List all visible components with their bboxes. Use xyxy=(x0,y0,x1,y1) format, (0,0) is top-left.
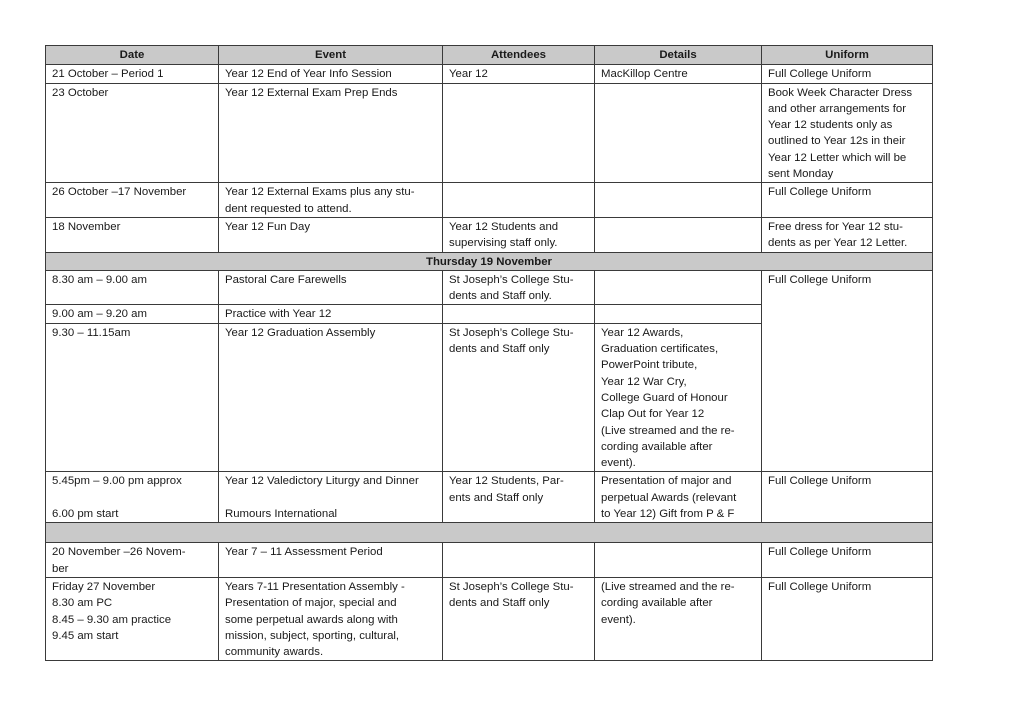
cell-attendees xyxy=(443,305,595,323)
cell-date: 26 October –17 November xyxy=(46,183,219,218)
cell-event: Year 12 Fun Day xyxy=(219,217,443,252)
table-row xyxy=(46,577,933,660)
event-line-1: Year 12 Valedictory Liturgy and Dinner xyxy=(225,475,419,488)
cell-date: Friday 27 November 8.30 am PC 8.45 – 9.30 am practice 9.45 am start xyxy=(46,577,219,660)
header-event: Event xyxy=(219,46,443,65)
schedule-table xyxy=(45,45,933,661)
cell-attendees: St Joseph’s College Stu- dents and Staff only xyxy=(443,577,595,660)
header-row xyxy=(46,46,933,65)
cell-date xyxy=(46,472,219,523)
table-row xyxy=(46,472,933,523)
cell-details: Presentation of major and perpetual Awards (relevant to Year 12) Gift from P & F xyxy=(595,472,762,523)
cell-event: Year 12 End of Year Info Session xyxy=(219,65,443,83)
cell-attendees: St Joseph’s College Stu- dents and Staff only. xyxy=(443,270,595,305)
cell-event: Year 7 – 11 Assessment Period xyxy=(219,543,443,578)
cell-event: Years 7-11 Presentation Assembly - Presentation of major, special and some perpetual awards along with mission, subject, sporting, cultural, community awards. xyxy=(219,577,443,660)
cell-attendees xyxy=(443,183,595,218)
cell-date: 20 November –26 Novem- ber xyxy=(46,543,219,578)
cell-attendees xyxy=(443,83,595,183)
cell-date: 18 November xyxy=(46,217,219,252)
header-date: Date xyxy=(46,46,219,65)
cell-details xyxy=(595,183,762,218)
event-line-2: Rumours International xyxy=(225,507,338,520)
cell-uniform: Full College Uniform xyxy=(762,577,933,660)
table-row xyxy=(46,217,933,252)
cell-details: MacKillop Centre xyxy=(595,65,762,83)
cell-uniform: Book Week Character Dress and other arrangements for Year 12 students only as outlined to Year 12s in their Year 12 Letter which will be sent Monday xyxy=(762,83,933,183)
cell-date: 9.30 – 11.15am xyxy=(46,323,219,472)
cell-uniform: Full College Uniform xyxy=(762,543,933,578)
cell-details xyxy=(595,543,762,578)
cell-attendees: Year 12 Students, Par- ents and Staff only xyxy=(443,472,595,523)
header-uniform: Uniform xyxy=(762,46,933,65)
date-line-2: 6.00 pm start xyxy=(52,507,119,520)
cell-uniform: Full College Uniform xyxy=(762,472,933,523)
cell-uniform-merged: Full College Uniform xyxy=(762,270,933,472)
table-row xyxy=(46,270,933,305)
cell-event: Year 12 External Exam Prep Ends xyxy=(219,83,443,183)
cell-event: Pastoral Care Farewells xyxy=(219,270,443,305)
table-row xyxy=(46,83,933,183)
cell-attendees xyxy=(443,543,595,578)
banner-thursday: Thursday 19 November xyxy=(46,252,933,270)
table-row xyxy=(46,183,933,218)
cell-date: 23 October xyxy=(46,83,219,183)
cell-details: Year 12 Awards, Graduation certificates, PowerPoint tribute, Year 12 War Cry, College Guard of Honour Clap Out for Year 12 (Live streamed and the re- cording available after event). xyxy=(595,323,762,472)
header-details: Details xyxy=(595,46,762,65)
cell-details: (Live streamed and the re- cording available after event). xyxy=(595,577,762,660)
cell-details xyxy=(595,217,762,252)
table-row xyxy=(46,543,933,578)
cell-details xyxy=(595,305,762,323)
cell-uniform: Full College Uniform xyxy=(762,65,933,83)
cell-event xyxy=(219,472,443,523)
cell-date: 8.30 am – 9.00 am xyxy=(46,270,219,305)
cell-event: Year 12 Graduation Assembly xyxy=(219,323,443,472)
cell-attendees: Year 12 Students and supervising staff only. xyxy=(443,217,595,252)
cell-uniform: Free dress for Year 12 stu- dents as per Year 12 Letter. xyxy=(762,217,933,252)
banner-row xyxy=(46,252,933,270)
date-line-1: 5.45pm – 9.00 pm approx xyxy=(52,475,182,488)
cell-event: Practice with Year 12 xyxy=(219,305,443,323)
separator-cell xyxy=(46,523,933,543)
cell-details xyxy=(595,83,762,183)
cell-uniform: Full College Uniform xyxy=(762,183,933,218)
header-attendees: Attendees xyxy=(443,46,595,65)
table-row xyxy=(46,65,933,83)
cell-event: Year 12 External Exams plus any stu- dent requested to attend. xyxy=(219,183,443,218)
cell-details xyxy=(595,270,762,305)
cell-attendees: St Joseph’s College Stu- dents and Staff only xyxy=(443,323,595,472)
cell-attendees: Year 12 xyxy=(443,65,595,83)
cell-date: 9.00 am – 9.20 am xyxy=(46,305,219,323)
separator-row xyxy=(46,523,933,543)
cell-date: 21 October – Period 1 xyxy=(46,65,219,83)
